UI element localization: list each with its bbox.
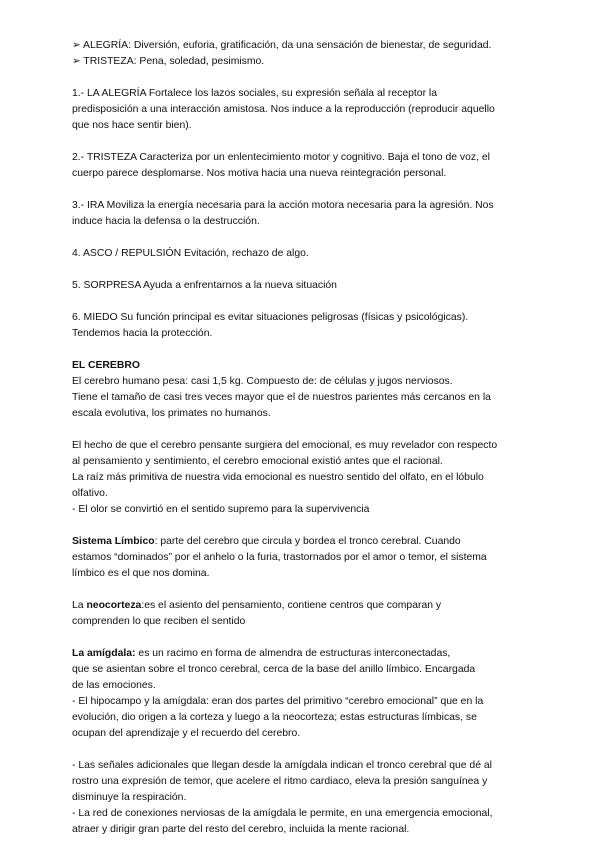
emotion-surprise-paragraph: 5. SORPRESA Ayuda a enfrentarnos a la nueva situación	[72, 280, 337, 291]
bullet-item: ➢ ALEGRÍA: Diversión, euforia, gratificación, da una sensación de bienestar, de seguridad.	[72, 40, 492, 51]
amygdala-term: La amígdala:	[72, 648, 136, 659]
bullet-arrow-icon: ➢	[72, 56, 81, 67]
emotion-bullet-list	[72, 38, 532, 70]
emotion-sadness-paragraph: 2.- TRISTEZA Caracteriza por un enlentecimiento motor y cognitivo. Baja el tono de voz, el cuerpo parece desplomarse. Nos motiva hacia una nueva reintegración personal.	[72, 152, 490, 179]
amygdala-paragraph: La amígdala: es un racimo en forma de almendra de estructuras interconectadas, que se asientan sobre el tronco cerebral, cerca de la base del anillo límbico. Encargada de las emociones. - El hipocampo y la amígdala: eran dos partes del primitivo “cerebro emocional” que en la evolución, dio origen a la corteza y luego a la neocorteza; estas estructuras límbicas, se ocupan del aprendizaje y el recuerdo del cerebro.	[72, 648, 484, 739]
limbic-system-paragraph: Sistema Límbico: parte del cerebro que circula y bordea el tronco cerebral. Cuando estamos “dominados” por el anhelo o la furia, trastornados por el amor o temor, el sistema límbico es el que nos domina.	[72, 536, 487, 579]
emotion-anger-paragraph: 3.- IRA Moviliza la energía necesaria para la acción motora necesaria para la agresión. Nos induce hacia la defensa o la destrucción.	[72, 200, 494, 227]
section-heading-brain: EL CEREBRO	[72, 360, 140, 371]
emotion-fear-paragraph: 6. MIEDO Su función principal es evitar situaciones peligrosas (físicas y psicológicas). Tendemos hacia la protección.	[72, 312, 469, 339]
emotion-disgust-paragraph: 4. ASCO / REPULSIÓN Evitación, rechazo de algo.	[72, 248, 309, 259]
bullet-item: ➢ TRISTEZA: Pena, soledad, pesimismo.	[72, 56, 265, 67]
neocortex-term: neocorteza	[86, 600, 142, 611]
emotion-joy-paragraph: 1.- LA ALEGRÍA Fortalece los lazos sociales, su expresión señala al receptor la predisposición a una interacción amistosa. Nos induce a la reproducción (reproducir aquello que nos hace sentir bien).	[72, 88, 495, 131]
bullet-arrow-icon: ➢	[72, 40, 81, 51]
limbic-term: Sistema Límbico	[72, 536, 155, 547]
amygdala-signals-paragraph: - Las señales adicionales que llegan desde la amígdala indican el tronco cerebral que dé al rostro una expresión de temor, que acelere el ritmo cardiaco, eleva la presión sanguínea y disminuye la respiración. - La red de conexiones nerviosas de la amígdala le permite, en una emergencia emocional, atraer y dirigir gran parte del resto del cerebro, incluida la mente racional.	[72, 760, 493, 835]
brain-evolution-paragraph: El hecho de que el cerebro pensante surgiera del emocional, es muy revelador con respecto al pensamiento y sentimiento, el cerebro emocional existió antes que el racional. La raíz más primitiva de nuestra vida emocional es nuestro sentido del olfato, en el lóbulo olfativo. - El olor se convirtió en el sentido supremo para la supervivencia	[72, 440, 498, 515]
brain-weight-paragraph: El cerebro humano pesa: casi 1,5 kg. Compuesto de: de células y jugos nerviosos. Tiene el tamaño de casi tres veces mayor que el de nuestros parientes más cercanos en la escala evolutiva, los primates no humanos.	[72, 376, 491, 419]
neocortex-paragraph: La neocorteza:es el asiento del pensamiento, contiene centros que comparan y comprenden lo que reciben el sentido	[72, 600, 442, 627]
document-page	[72, 38, 532, 838]
